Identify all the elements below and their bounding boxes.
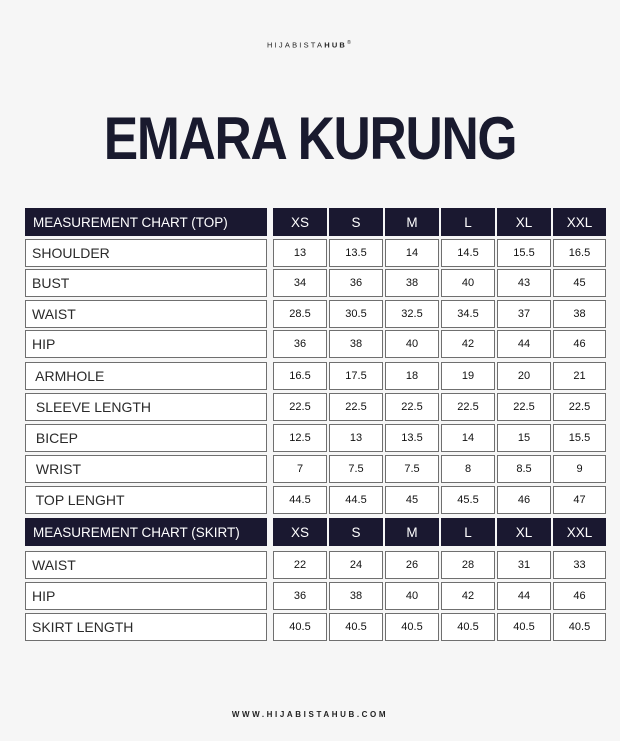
brand-logo <box>0 40 620 50</box>
table-cell: 13.5 <box>329 239 383 267</box>
table-row <box>25 330 606 358</box>
table-cell: 9 <box>553 455 606 483</box>
top-chart-header: MEASUREMENT CHART (TOP) <box>25 208 267 236</box>
table-cell: 30.5 <box>329 300 383 328</box>
table-cell: 45 <box>553 269 606 297</box>
table-cell: 40.5 <box>497 613 551 641</box>
table-cell: 22.5 <box>385 393 439 421</box>
row-label: HIP <box>25 582 267 610</box>
table-cell: 44 <box>497 330 551 358</box>
table-cell: 37 <box>497 300 551 328</box>
table-cell: 8.5 <box>497 455 551 483</box>
footer-website: WWW.HIJABISTAHUB.COM <box>231 710 389 719</box>
skirt-chart-header-row <box>25 518 606 546</box>
table-cell: 16.5 <box>553 239 606 267</box>
row-label: SLEEVE LENGTH <box>25 393 267 421</box>
table-cell: 32.5 <box>385 300 439 328</box>
table-cell: 46 <box>553 330 606 358</box>
table-cell: 17.5 <box>329 362 383 390</box>
table-cell: 34.5 <box>441 300 495 328</box>
brand-name-light: HIJABISTA <box>267 40 325 50</box>
row-label: BUST <box>25 269 267 297</box>
table-cell: 8 <box>441 455 495 483</box>
table-cell: 13.5 <box>385 424 439 452</box>
table-cell: 45 <box>385 486 439 514</box>
table-cell: 34 <box>273 269 327 297</box>
table-cell: 38 <box>385 269 439 297</box>
row-label: BICEP <box>25 424 267 452</box>
skirt-chart-header: MEASUREMENT CHART (SKIRT) <box>25 518 267 546</box>
table-cell: 13 <box>329 424 383 452</box>
table-cell: 42 <box>441 330 495 358</box>
table-cell: 28 <box>441 551 495 579</box>
table-cell: 22.5 <box>441 393 495 421</box>
table-cell: 36 <box>273 330 327 358</box>
row-label: WAIST <box>25 300 267 328</box>
table-cell: 7 <box>273 455 327 483</box>
table-cell: 22.5 <box>273 393 327 421</box>
top-chart-header-row <box>25 208 606 236</box>
brand-name-bold: HUB <box>324 40 348 50</box>
table-cell: 40 <box>385 330 439 358</box>
table-cell: 24 <box>329 551 383 579</box>
size-header-xl: XL <box>497 518 551 546</box>
table-cell: 44.5 <box>273 486 327 514</box>
table-row <box>25 393 606 421</box>
table-cell: 40.5 <box>329 613 383 641</box>
row-label: ARMHOLE <box>25 362 267 390</box>
table-cell: 20 <box>497 362 551 390</box>
table-cell: 44 <box>497 582 551 610</box>
table-row <box>25 486 606 514</box>
size-header-s: S <box>329 518 383 546</box>
size-header-xs: XS <box>273 208 327 236</box>
size-header-xxl: XXL <box>553 518 606 546</box>
table-cell: 40.5 <box>273 613 327 641</box>
table-cell: 38 <box>329 330 383 358</box>
table-cell: 31 <box>497 551 551 579</box>
size-header-l: L <box>441 518 495 546</box>
table-cell: 22.5 <box>553 393 606 421</box>
table-row <box>25 424 606 452</box>
table-cell: 46 <box>497 486 551 514</box>
table-cell: 12.5 <box>273 424 327 452</box>
row-label: SKIRT LENGTH <box>25 613 267 641</box>
table-cell: 15.5 <box>553 424 606 452</box>
table-cell: 7.5 <box>385 455 439 483</box>
row-label: HIP <box>25 330 267 358</box>
table-cell: 46 <box>553 582 606 610</box>
table-row <box>25 613 606 641</box>
table-row <box>25 551 606 579</box>
size-header-xl: XL <box>497 208 551 236</box>
table-row <box>25 300 606 328</box>
table-cell: 45.5 <box>441 486 495 514</box>
page-title: EMARA KURUNG <box>103 105 517 172</box>
table-cell: 40 <box>441 269 495 297</box>
row-label: WAIST <box>25 551 267 579</box>
table-cell: 40 <box>385 582 439 610</box>
table-cell: 36 <box>273 582 327 610</box>
table-cell: 18 <box>385 362 439 390</box>
table-cell: 44.5 <box>329 486 383 514</box>
row-label: TOP LENGHT <box>25 486 267 514</box>
table-cell: 16.5 <box>273 362 327 390</box>
brand-registered-mark: ® <box>347 40 353 46</box>
table-row <box>25 239 606 267</box>
table-row <box>25 582 606 610</box>
table-cell: 15 <box>497 424 551 452</box>
table-cell: 14.5 <box>441 239 495 267</box>
size-header-xs: XS <box>273 518 327 546</box>
table-cell: 28.5 <box>273 300 327 328</box>
table-cell: 38 <box>329 582 383 610</box>
table-cell: 40.5 <box>553 613 606 641</box>
size-header-l: L <box>441 208 495 236</box>
table-cell: 40.5 <box>385 613 439 641</box>
table-cell: 26 <box>385 551 439 579</box>
size-header-m: M <box>385 208 439 236</box>
size-header-xxl: XXL <box>553 208 606 236</box>
size-header-s: S <box>329 208 383 236</box>
table-cell: 22 <box>273 551 327 579</box>
table-cell: 42 <box>441 582 495 610</box>
table-cell: 22.5 <box>329 393 383 421</box>
table-cell: 14 <box>441 424 495 452</box>
table-cell: 13 <box>273 239 327 267</box>
table-cell: 14 <box>385 239 439 267</box>
table-cell: 19 <box>441 362 495 390</box>
table-cell: 22.5 <box>497 393 551 421</box>
table-cell: 38 <box>553 300 606 328</box>
table-cell: 43 <box>497 269 551 297</box>
table-cell: 40.5 <box>441 613 495 641</box>
table-cell: 7.5 <box>329 455 383 483</box>
table-row <box>25 455 606 483</box>
table-row <box>25 362 606 390</box>
table-cell: 33 <box>553 551 606 579</box>
table-cell: 47 <box>553 486 606 514</box>
size-header-m: M <box>385 518 439 546</box>
row-label: SHOULDER <box>25 239 267 267</box>
table-row <box>25 269 606 297</box>
table-cell: 21 <box>553 362 606 390</box>
table-cell: 15.5 <box>497 239 551 267</box>
table-cell: 36 <box>329 269 383 297</box>
row-label: WRIST <box>25 455 267 483</box>
